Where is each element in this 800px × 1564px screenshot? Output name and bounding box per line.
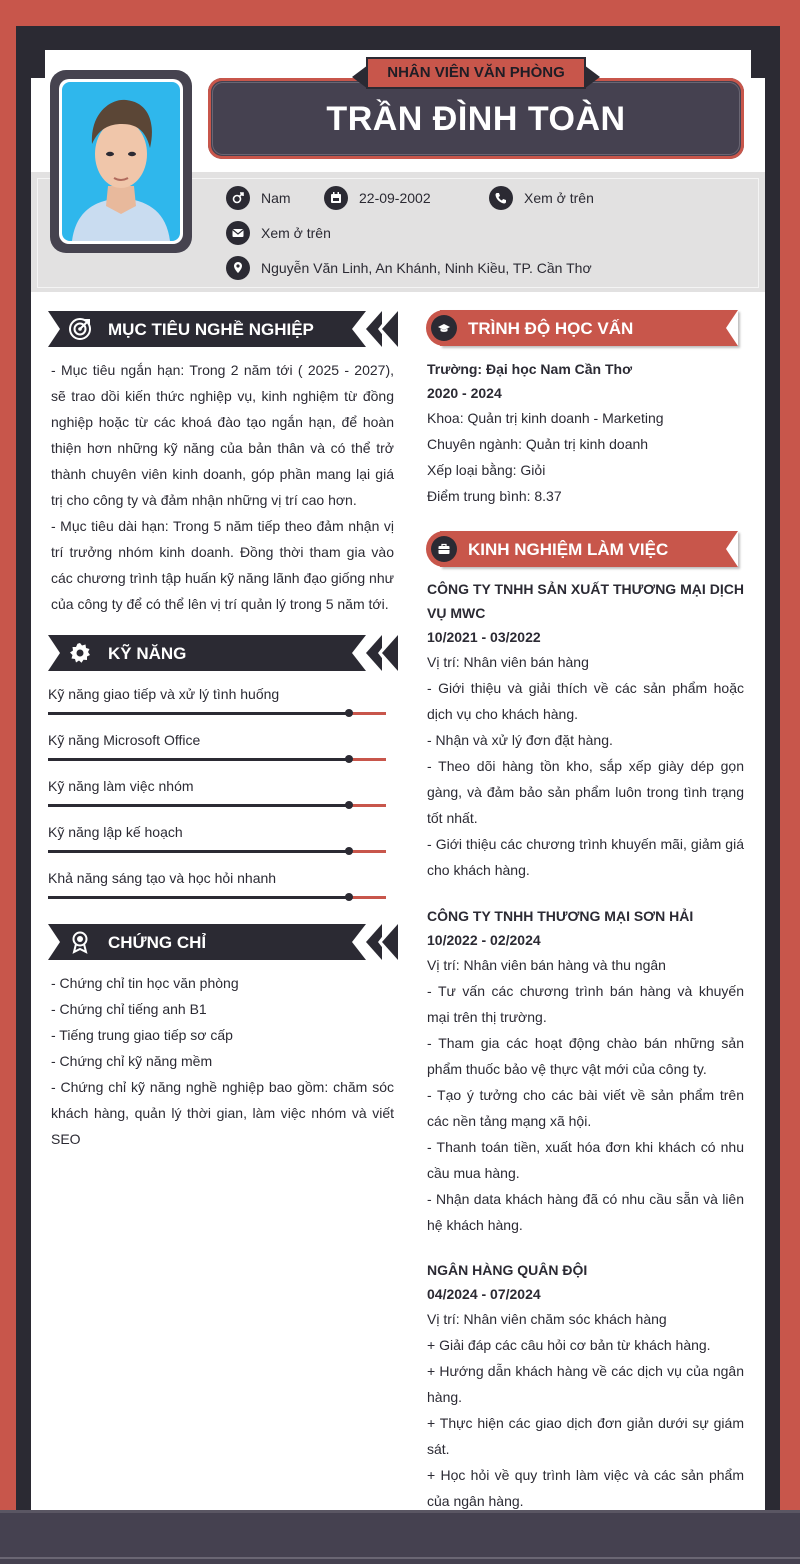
skill-bar-fill <box>48 804 349 807</box>
objective-header: MỤC TIÊU NGHỀ NGHIỆP <box>48 311 397 347</box>
skill-level-marker <box>345 893 353 901</box>
skill-bar-fill <box>48 850 349 853</box>
skill-label: Kỹ năng làm việc nhóm <box>48 778 194 794</box>
certificates-list <box>51 970 394 1152</box>
corner-notch <box>751 50 765 78</box>
education-header: TRÌNH ĐỘ HỌC VẤN <box>426 308 742 348</box>
skill-bar <box>48 758 386 761</box>
skill-label: Kỹ năng lập kế hoạch <box>48 824 183 840</box>
experience-header: KINH NGHIỆM LÀM VIỆC <box>426 529 742 569</box>
skill-bar <box>48 804 386 807</box>
gender-icon <box>226 186 250 210</box>
skill-bar-fill <box>48 896 349 899</box>
corner-notch <box>31 50 45 78</box>
objective-text: - Mục tiêu ngắn hạn: Trong 2 năm tới ( 2025 - 2027), sẽ trao dồi kiến thức nghiệp vụ, kinh nghiệm từ đồng nghiệp hoặc từ các khoá đào tạo ngắn hạn, để hoàn thiện hơn những kỹ năng của bản thân và có thể trở thành chuyên viên kinh doanh, góp phần mang lại giá trị cho công ty và đảm nhận những vị trí cao hơn. - Mục tiêu dài hạn: Trong 5 năm tiếp theo đảm nhận vị trí trưởng nhóm kinh doanh. Đồng thời tham gia vào các chương trình tập huấn kỹ năng lãnh đạo giống như của công ty để có thể lên vị trí quản lý trong 5 năm tới. <box>51 362 394 612</box>
profile-photo <box>62 82 180 241</box>
gear-icon <box>68 641 92 665</box>
skills-header: KỸ NĂNG <box>48 635 397 671</box>
list-item: - Chứng chỉ kỹ năng nghề nghiệp bao gồm: chăm sóc khách hàng, quản lý thời gian, làm việc nhóm và viết SEO <box>51 1079 394 1147</box>
skill-bar-fill <box>48 712 349 715</box>
role-ribbon <box>352 57 600 91</box>
skill-item <box>48 778 388 794</box>
skill-label: Khả năng sáng tạo và học hỏi nhanh <box>48 870 277 886</box>
full-name: TRẦN ĐÌNH TOÀN <box>326 100 626 138</box>
gender-item: Nam <box>226 186 291 210</box>
location-pin-icon <box>226 256 250 280</box>
education-details: Trường: Đại học Nam Cần Thơ 2020 - 2024 Khoa: Quản trị kinh doanh - Marketing Chuyên ngành: Quản trị kinh doanh Xếp loại bằng: Giỏi Điểm trung bình: 8.37 <box>427 361 664 504</box>
job-title: NHÂN VIÊN VĂN PHÒNG <box>387 64 565 81</box>
skill-item <box>48 732 388 748</box>
job-2: CÔNG TY TNHH THƯƠNG MẠI SƠN HẢI 10/2022 - 02/2024 Vị trí: Nhân viên bán hàng và thu ngân - Tư vấn các chương trình bán hàng và khuyến mại trên thị trường. - Tham gia các hoạt động chào bán những sản phẩm thuốc bảo vệ thực vật mới của công ty. - Tạo ý tưởng cho các bài viết về sản phẩm trên các nền tảng mạng xã hội. - Thanh toán tiền, xuất hóa đơn khi khách có nhu cầu mua hàng. - Nhận data khách hàng đã có nhu cầu sẵn và liên hệ khách hàng. <box>427 908 744 1233</box>
skill-bar-fill <box>48 758 349 761</box>
skill-level-marker <box>345 755 353 763</box>
footer-bar <box>0 1510 800 1564</box>
graduation-cap-icon <box>431 315 457 341</box>
skill-level-marker <box>345 847 353 855</box>
skill-bar <box>48 850 386 853</box>
skill-item <box>48 870 388 886</box>
job-3: NGÂN HÀNG QUÂN ĐỘI 04/2024 - 07/2024 Vị trí: Nhân viên chăm sóc khách hàng + Giải đáp các câu hỏi cơ bản từ khách hàng. + Hướng dẫn khách hàng về các dịch vụ của ngân hàng. + Thực hiện các giao dịch đơn giản dưới sự giám sát. + Học hỏi về quy trình làm việc và các sản phẩm của ngân hàng. <box>427 1262 744 1509</box>
award-icon <box>68 930 92 954</box>
certificates-header: CHỨNG CHỈ <box>48 924 397 960</box>
email-item: Xem ở trên <box>226 221 331 245</box>
skill-label: Kỹ năng Microsoft Office <box>48 732 201 748</box>
skill-item <box>48 686 388 702</box>
target-icon <box>68 317 92 341</box>
skill-bar <box>48 896 386 899</box>
calendar-icon <box>324 186 348 210</box>
briefcase-icon <box>431 536 457 562</box>
list-item: - Chứng chỉ tin học văn phòng <box>51 975 239 991</box>
mail-icon <box>226 221 250 245</box>
skill-level-marker <box>345 709 353 717</box>
address-item: Nguyễn Văn Linh, An Khánh, Ninh Kiều, TP. Cần Thơ <box>226 256 592 280</box>
list-item: - Chứng chỉ tiếng anh B1 <box>51 1001 207 1017</box>
skill-level-marker <box>345 801 353 809</box>
avatar <box>50 70 192 253</box>
skill-item <box>48 824 388 840</box>
list-item: - Tiếng trung giao tiếp sơ cấp <box>51 1027 233 1043</box>
phone-item: Xem ở trên <box>489 186 594 210</box>
job-1: CÔNG TY TNHH SẢN XUẤT THƯƠNG MẠI DỊCH VỤ MWC 10/2021 - 03/2022 Vị trí: Nhân viên bán hàng - Giới thiệu và giải thích về các sản phẩm hoặc dịch vụ cho khách hàng. - Nhận và xử lý đơn đặt hàng. - Theo dõi hàng tồn kho, sắp xếp giày dép gọn gàng, và đảm bảo sản phẩm luôn trong tình trạng tốt nhất. - Giới thiệu các chương trình khuyến mãi, giảm giá cho khách hàng. <box>427 581 744 878</box>
skill-bar <box>48 712 386 715</box>
list-item: - Chứng chỉ kỹ năng mềm <box>51 1053 213 1069</box>
birthday-item: 22-09-2002 <box>324 186 431 210</box>
phone-icon <box>489 186 513 210</box>
skill-label: Kỹ năng giao tiếp và xử lý tình huống <box>48 686 280 702</box>
